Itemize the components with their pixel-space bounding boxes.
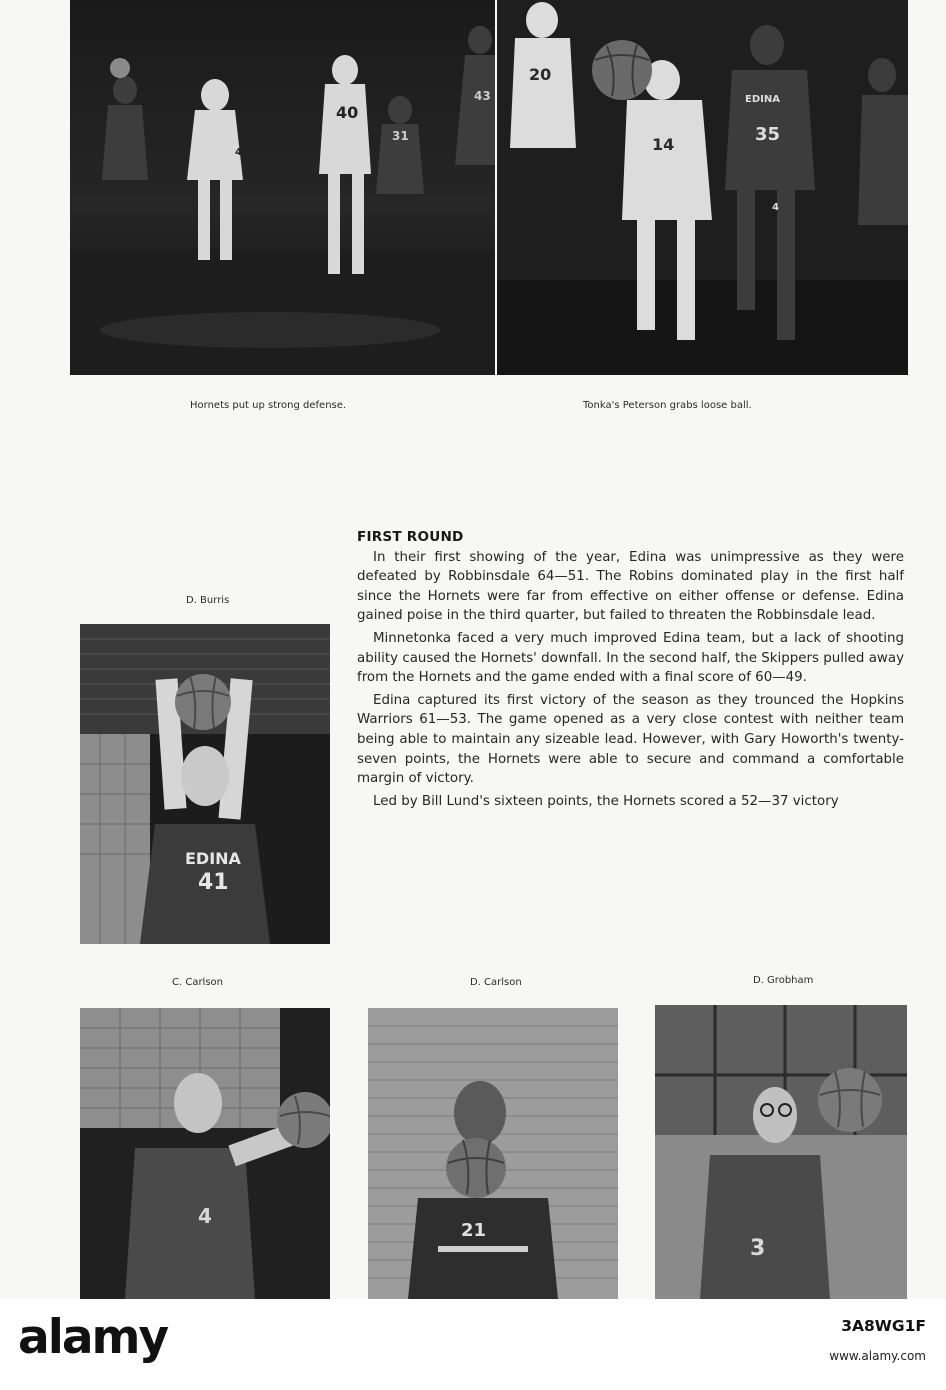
jersey-number-c-carlson: 4 [198,1204,212,1228]
jersey-number-14: 14 [652,135,675,154]
jersey-number-4: 4 [772,202,779,213]
photo-peterson-loose-ball [497,0,908,375]
photo-burris [80,624,330,944]
jersey-number-35: 35 [755,124,781,145]
jersey-number-20: 20 [529,65,552,84]
jersey-number-31: 31 [392,129,409,143]
caption-grobham: D. Grobham [753,975,814,986]
photo-hornets-defense [70,0,495,375]
article-first-round [357,528,904,814]
alamy-logo: alamy [18,1310,168,1365]
caption-burris: D. Burris [186,595,230,606]
jersey-number-43: 43 [474,89,491,103]
jersey-number-grobham: 3 [750,1236,766,1261]
caption-c-carlson: C. Carlson [172,977,224,988]
jersey-team-edina-burris: EDINA [185,849,241,868]
photo-c-carlson [80,1008,330,1299]
caption-d-carlson: D. Carlson [470,977,522,988]
article-paragraph: In their first showing of the year, Edina was unimpressive as they were defeated by Robbinsdale 64—51. The Robins dominated play in the first half since the Hornets were far from effective on either offense or defense. Edina gained poise in the third quarter, but failed to threaten the Robbinsdale lead. [357,549,904,624]
image-code: 3A8WG1F [841,1317,926,1335]
jersey-team-edina: EDINA [745,94,780,105]
article-heading: FIRST ROUND [357,529,464,545]
jersey-number-40: 40 [336,103,359,122]
jersey-number-burris: 41 [198,870,229,895]
article-paragraph: Led by Bill Lund's sixteen points, the Hornets scored a 52—37 victory [373,793,839,809]
article-paragraph: Edina captured its first victory of the season as they trounced the Hopkins Warriors 61—53. The game opened as a very close contest with neither team being able to maintain any sizeable lead. However, with Gary Howorth's twenty-seven points, the Hornets were able to secure and command a comfortable margin of victory. [357,692,904,787]
stock-footer [0,1299,946,1390]
jersey-number-41: 41 [235,147,249,158]
jersey-number-d-carlson: 21 [461,1220,487,1241]
photo-grobham [655,1005,907,1299]
source-url: www.alamy.com [829,1349,926,1363]
caption-peterson: Tonka's Peterson grabs loose ball. [583,400,752,411]
article-paragraph: Minnetonka faced a very much improved Edina team, but a lack of shooting ability caused the Hornets' downfall. In the second half, the Skippers pulled away from the Hornets and the game ended with a final score of 60—49. [357,630,904,686]
photo-d-carlson [368,1008,618,1299]
caption-hornets-defense: Hornets put up strong defense. [190,400,347,411]
